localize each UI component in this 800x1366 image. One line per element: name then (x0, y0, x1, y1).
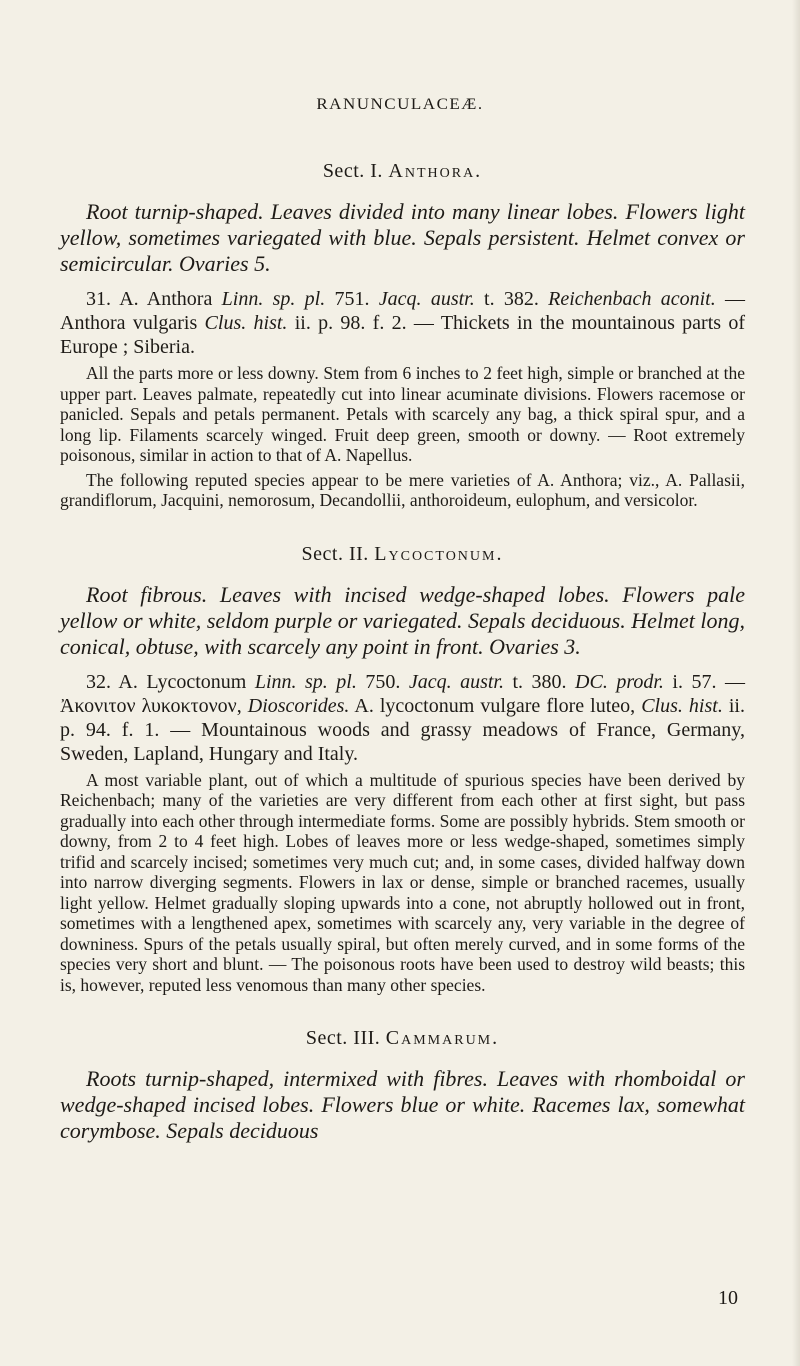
reference-fragment: Clus. hist. (641, 694, 723, 717)
page-number: 10 (718, 1287, 738, 1309)
reference-fragment: t. 382. (474, 288, 549, 310)
reference-fragment: 751. (325, 288, 379, 310)
reference-fragment: Clus. hist. (204, 312, 288, 334)
section-characters: Root turnip-shaped. Leaves divided into many linear lobes. Flowers light yellow, sometimes variegated with blue. Sepals persistent. Helmet convex or semicircular. Ovaries 5. (60, 199, 745, 276)
species-entry (60, 670, 745, 766)
reference-fragment: — Anthora vulgaris (60, 288, 745, 334)
species-number: 32. (86, 670, 111, 693)
section-characters: Roots turnip-shaped, intermixed with fibres. Leaves with rhomboidal or wedge-shaped incised lobes. Flowers blue or white. Racemes lax, somewhat corymbose. Sepals deciduous (60, 1066, 745, 1143)
section-heading (60, 1027, 745, 1050)
section-heading (60, 160, 745, 183)
description-paragraph: A most variable plant, out of which a multitude of spurious species have been derived by Reichenbach; many of the varieties are very different from each other at first sight, but pass gradually into each other through intermediate forms. Some are possibly hybrids. Stem smooth or downy, from 2 to 4 feet high. Lobes of leaves more or less wedge-shaped, sometimes simply trifid and scarcely incised; sometimes very much cut; and, in some cases, divided halfway down into narrow diverging segments. Flowers in lax or dense, simple or branched racemes, usually light yellow. Helmet gradually sloping upwards into a cone, not abruptly hollowed out in front, sometimes with a lengthened apex, sometimes with scarcely any, very variable in the degree of downiness. Spurs of the petals usually spiral, but often merely curved, and in some forms of the species very short and blunt. — The poisonous roots have been used to destroy wild beasts; this is, however, reputed less venomous than many other species. (60, 769, 745, 995)
section-number: Sect. III. (305, 1027, 381, 1049)
varieties-paragraph: The following reputed species appear to be mere varieties of A. Anthora; viz., A. Pallasii, grandiflorum, Jacquini, nemorosum, Decandollii, anthoroideum, eulophum, and versicolor. (60, 469, 745, 510)
section-name: Lycoctonum. (374, 542, 504, 565)
page-edge-shadow (792, 0, 800, 1366)
reference-fragment: Linn. sp. pl. (246, 670, 357, 693)
species-name: A. Lycoctonum (118, 670, 247, 693)
species-number: 31. (86, 288, 111, 310)
reference-fragment: Reichenbach aconit. (548, 288, 716, 310)
reference-fragment: 750. (356, 670, 409, 693)
running-header: RANUNCULACEÆ. (316, 94, 484, 113)
species-name: A. Anthora (119, 288, 213, 310)
section-anthora (60, 160, 745, 511)
section-number: Sect. II. (301, 542, 369, 565)
reference-fragment: Jacq. austr. (408, 670, 504, 693)
section-cammarum (60, 1027, 745, 1144)
reference-fragment: ii. p. 98. f. 2. — Thickets in the mountainous parts of Europe ; Siberia. (60, 312, 745, 358)
description-paragraph: All the parts more or less downy. Stem from 6 inches to 2 feet high, simple or branched at the upper part. Leaves palmate, repeatedly cut into linear acuminate divisions. Flowers racemose or panicled. Sepals and petals permanent. Petals with scarcely any bag, a thick spiral spur, and a long lip. Filaments scarcely winged. Fruit deep green, smooth or downy. — Root extremely poisonous, similar in action to that of A. Napellus. (60, 363, 745, 465)
reference-fragment: A. lycoctonum vulgare flore luteo, (349, 694, 642, 717)
reference-fragment: i. 57. — Ἀκονιτον λυκοκτονον, (60, 670, 745, 717)
reference-fragment: ii. p. 94. f. 1. — Mountainous woods and grassy meadows of France, Germany, Sweden, Lapland, Hungary and Italy. (60, 694, 745, 765)
section-lycoctonum (60, 543, 745, 996)
reference-fragment: Jacq. austr. (378, 288, 475, 310)
section-heading (60, 543, 745, 566)
reference-fragment: t. 380. (504, 670, 576, 693)
page-body (60, 160, 745, 1154)
reference-fragment: DC. prodr. (575, 670, 664, 693)
section-name: Anthora. (388, 160, 483, 182)
reference-fragment: Linn. sp. pl. (212, 288, 326, 310)
species-entry (60, 287, 745, 359)
section-number: Sect. I. (322, 160, 383, 182)
reference-fragment: Dioscorides. (247, 694, 350, 717)
section-name: Cammarum. (385, 1027, 500, 1049)
section-characters: Root fibrous. Leaves with incised wedge-shaped lobes. Flowers pale yellow or white, seldom purple or variegated. Sepals deciduous. Helmet long, conical, obtuse, with scarcely any point in front. Ovaries 3. (60, 581, 745, 659)
